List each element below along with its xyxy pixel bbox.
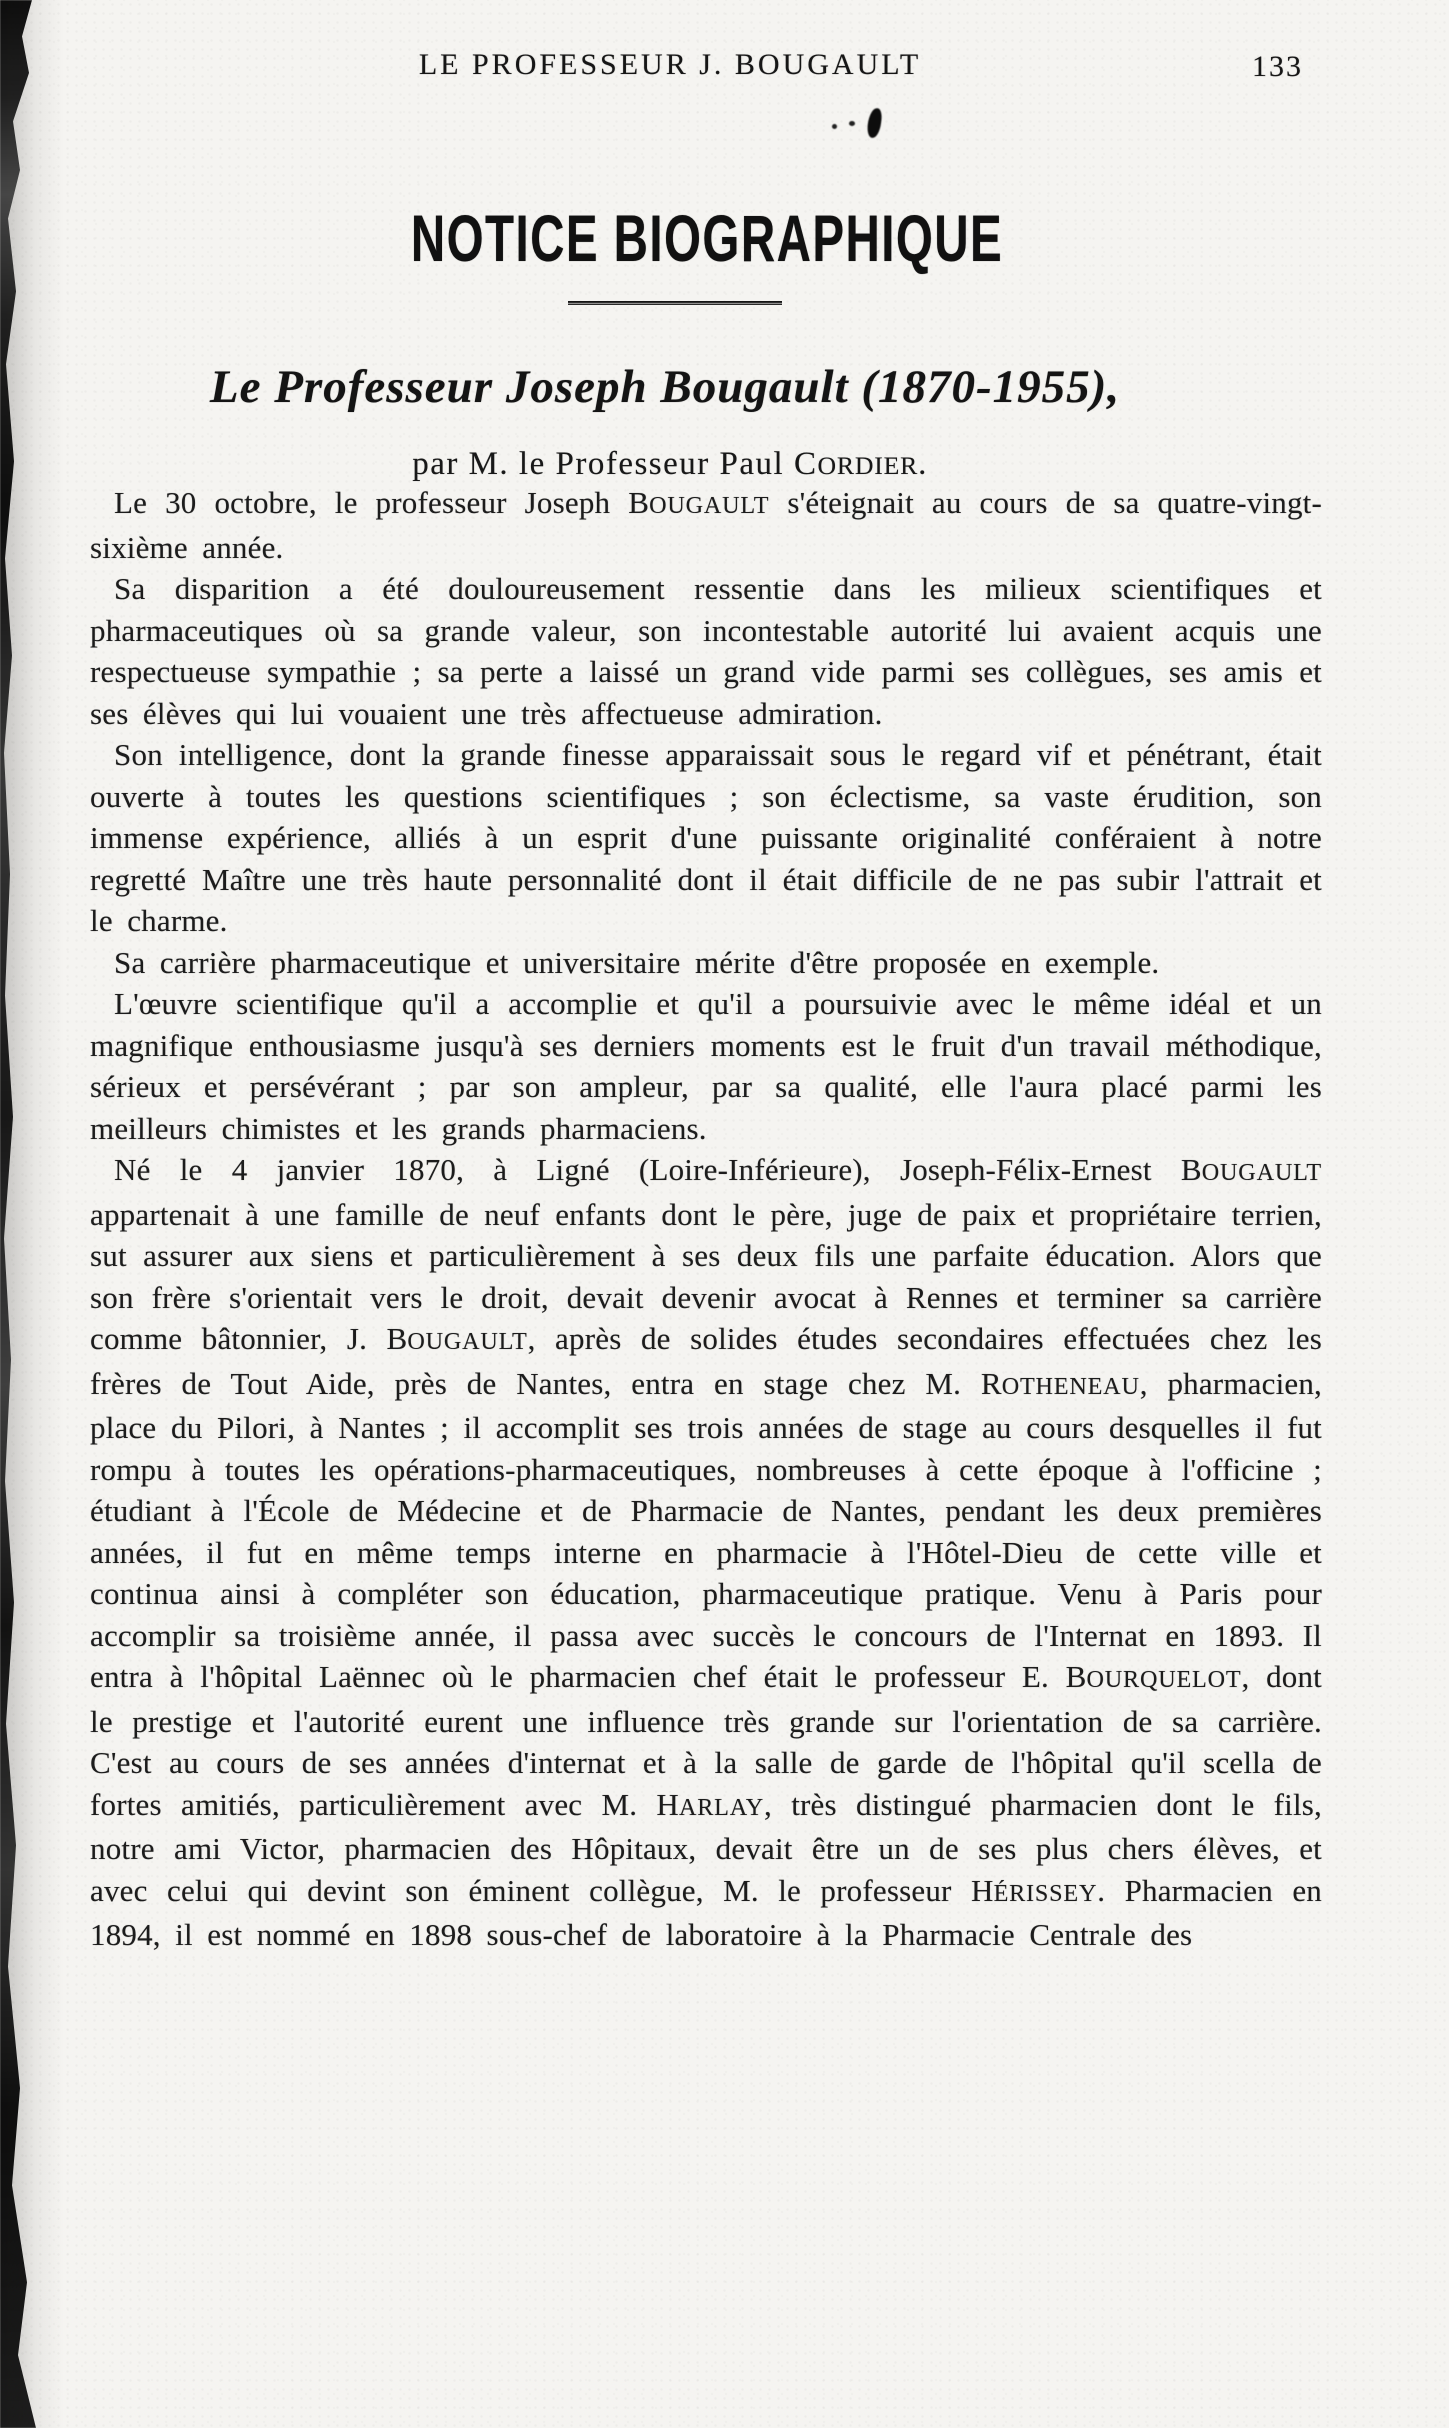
paragraph: Sa carrière pharmaceutique et universitaire mérite d'être proposée en exemple. [114, 944, 1160, 980]
paragraph: Son intelligence, dont la grande finesse apparaissait sous le regard vif et pénétrant, était ouverte à toutes les questions scientifiques ; son éclectisme, sa vaste érudition, son immense expérience, alliés à un esprit d'une puissante originalité conféraient à notre regretté Maître une très haute personnalité dont il était difficile de ne pas subir l'attrait et le charme. [90, 737, 1322, 938]
paragraph: L'œuvre scientifique qu'il a accomplie et qu'il a poursuivie avec le même idéal et un magnifique enthousiasme jusqu'à ses derniers moments est le fruit d'un travail méthodique, sérieux et persévérant ; par son ampleur, par sa qualité, elle l'aura placé parmi les meilleurs chimistes et les grands pharmaciens. [90, 986, 1322, 1146]
paragraph: Le 30 octobre, le professeur Joseph BOUGAULT s'éteignait au cours de sa quatre-vingt-sixième année. [90, 485, 1322, 565]
paragraph: Né le 4 janvier 1870, à Ligné (Loire-Inférieure), Joseph-Félix-Ernest BOUGAULT appartenait à une famille de neuf enfants dont le père, juge de paix et propriétaire terrien, sut assurer aux siens et particulièrement à ses deux fils une parfaite éducation. Alors que son frère s'orientait vers le droit, devait devenir avocat à Rennes et terminer sa carrière comme bâtonnier, J. BOUGAULT, après de solides études secondaires effectuées chez les frères de Tout Aide, près de Nantes, entra en stage chez M. ROTHENEAU, pharmacien, place du Pilori, à Nantes ; il accomplit ses trois années de stage au cours desquelles il fut rompu à toutes les opérations-pharmaceutiques, nombreuses à cette époque à l'officine ; étudiant à l'École de Médecine et de Pharmacie de Nantes, pendant les deux premières années, il fut en même temps interne en pharmacie à l'Hôtel-Dieu de cette ville et continua ainsi à compléter son éducation, pharmaceutique pratique. Venu à Paris pour accomplir sa troisième année, il passa avec succès le concours de l'Internat en 1893. Il entra à l'hôpital Laënnec où le pharmacien chef était le professeur E. BOURQUELOT, dont le prestige et l'autorité eurent une influence très grande sur l'orientation de sa carrière. C'est au cours de ses années d'internat et à la salle de garde de l'hôpital qu'il scella de fortes amitiés, particulièrement avec M. HARLAY, très distingué pharmacien dont le fils, notre ami Victor, pharmacien des Hôpitaux, devait être un de ses plus chers élèves, et avec celui qui devint son éminent collègue, M. le professeur HÉRISSEY. Pharmacien en 1894, il est nommé en 1898 sous-chef de laboratoire à la Pharmacie Centrale des [90, 1152, 1322, 1952]
ink-blot-artifact [866, 107, 883, 138]
title-rule-divider [568, 301, 782, 305]
page-title: NOTICE BIOGRAPHIQUE [410, 201, 1004, 275]
article-subtitle: Le Professeur Joseph Bougault (1870-1955), [209, 361, 1121, 413]
ink-dot-artifact [849, 121, 855, 126]
page-number: 133 [1252, 50, 1303, 83]
running-header: LE PROFESSEUR J. BOUGAULT [418, 48, 922, 81]
article-body [90, 482, 1322, 1956]
ink-dot-artifact [832, 124, 837, 129]
byline: par M. le Professeur Paul CORDIER. [412, 446, 928, 482]
paragraph: Sa disparition a été douloureusement ressentie dans les milieux scientifiques et pharmaceutiques où sa grande valeur, son incontestable autorité lui avaient acquis une respectueuse sympathie ; sa perte a laissé un grand vide parmi ses collègues, ses amis et ses élèves qui lui vouaient une très affectueuse admiration. [90, 571, 1322, 731]
